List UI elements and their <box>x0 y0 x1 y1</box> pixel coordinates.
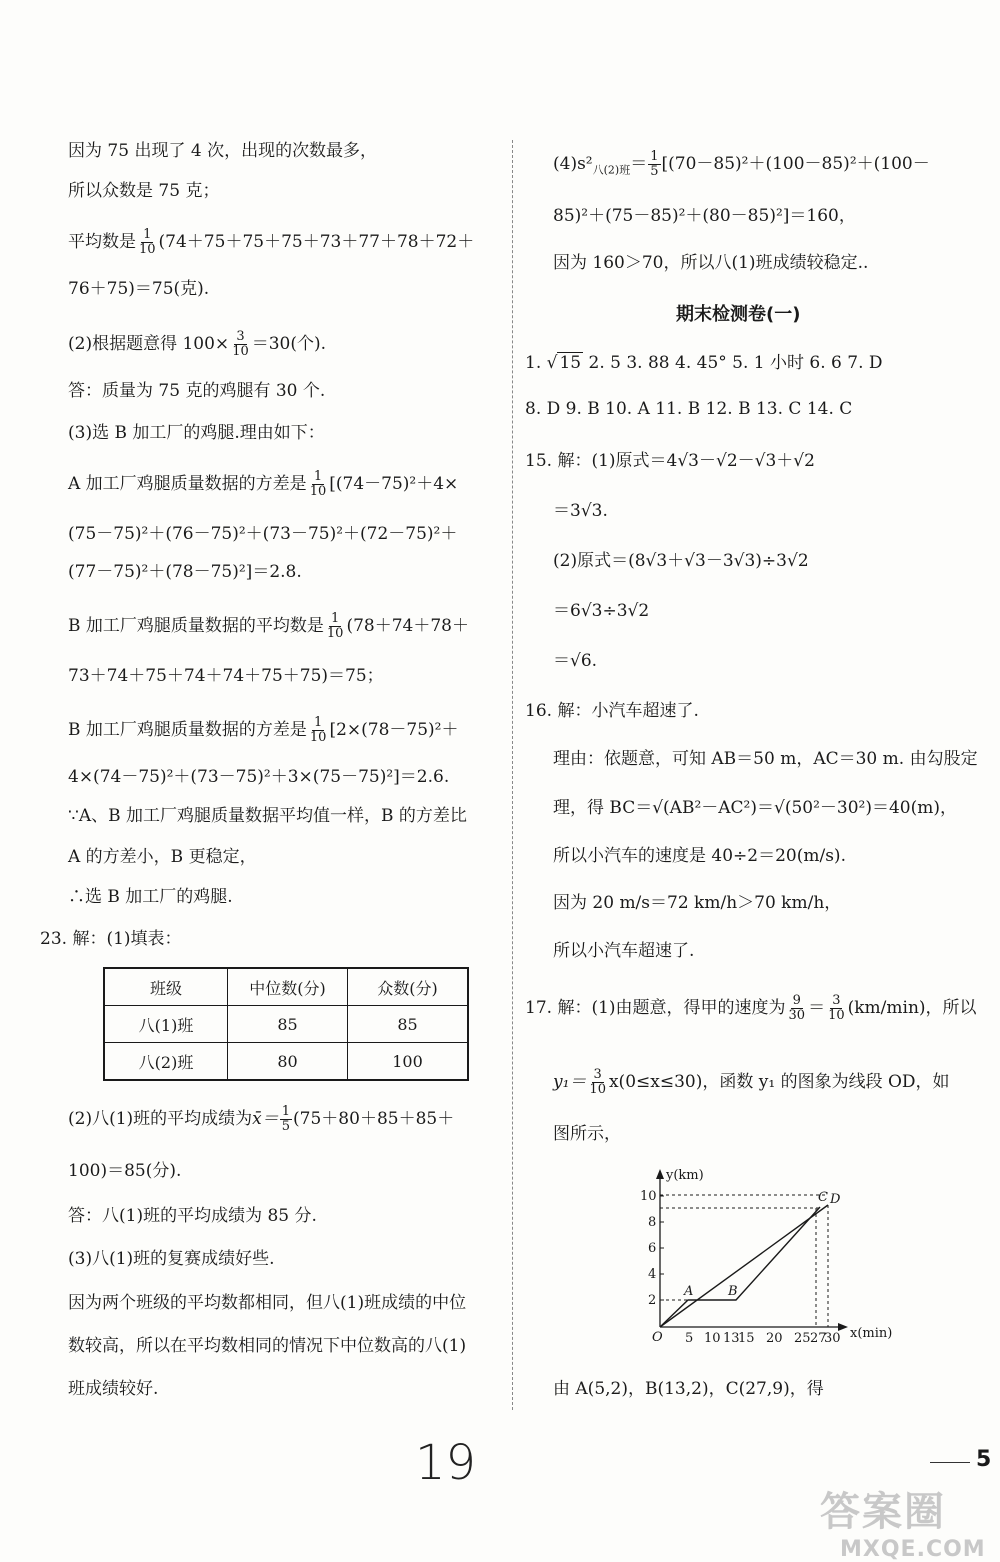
fraction-numerator: 3 <box>832 993 841 1008</box>
x-tick-label: 30 <box>824 1331 841 1345</box>
text-line <box>553 1068 950 1097</box>
text-line: 因为 75 出现了 4 次，出现的次数最多， <box>68 141 378 161</box>
x-tick-label: 27 <box>810 1331 827 1345</box>
text-line: 因为 160＞70，所以八(1)班成绩较稳定.. <box>553 253 869 273</box>
text-segment: x(0≤x≤30)，函数 y₁ 的图象为线段 OD，如 <box>608 1072 950 1092</box>
fraction-denominator: 10 <box>589 1082 606 1097</box>
table-cell: 85 <box>348 1006 469 1043</box>
x-tick-label: 13 <box>723 1331 740 1345</box>
text-line: ＝√6. <box>553 651 598 671</box>
text-line <box>68 228 474 257</box>
text-line: 图所示， <box>553 1124 621 1144</box>
text-line <box>68 470 458 499</box>
text-line: 因为两个班级的平均数都相同，但八(1)班成绩的中位 <box>68 1293 467 1313</box>
text-line: 理由：依题意，可知 AB＝50 m，AC＝30 m. 由勾股定 <box>553 749 978 769</box>
text-segment: [(74－75)²＋4× <box>329 474 459 494</box>
score-table <box>103 967 469 1081</box>
text-line: 所以小汽车超速了. <box>553 941 695 961</box>
table-row <box>104 1043 468 1081</box>
text-segment: 平均数是 <box>68 232 136 252</box>
text-line: 班成绩较好. <box>68 1379 159 1399</box>
y-axis-label: y(km) <box>666 1168 704 1183</box>
sqrt-expression: √ 15 <box>546 353 582 373</box>
origin-label: O <box>652 1330 663 1345</box>
fraction-denominator: 10 <box>309 730 327 745</box>
x-tick-label: 20 <box>766 1331 783 1345</box>
text-segment: (km/min)，所以 <box>847 998 977 1018</box>
text-line: 73＋74＋75＋74＋74＋75＋75)＝75； <box>68 666 384 686</box>
text-line: (77－75)²＋(78－75)²]＝2.8. <box>68 562 302 582</box>
fraction <box>826 994 847 1023</box>
fraction <box>325 612 346 641</box>
table-header-row <box>104 968 468 1006</box>
section-title: 期末检测卷(一) <box>676 304 801 325</box>
fraction <box>308 470 329 499</box>
table-row <box>104 1006 468 1043</box>
y-tick-label: 6 <box>648 1241 657 1256</box>
fraction-denominator: 10 <box>309 484 327 499</box>
table-cell: 八(2)班 <box>104 1043 228 1081</box>
handwritten-page-number: 19 <box>415 1435 477 1491</box>
text-line: 所以众数是 75 克； <box>68 181 220 201</box>
text-line: 15. 解：(1)原式＝4√3－√2－√3＋√2 <box>525 451 815 471</box>
text-line <box>525 352 883 374</box>
text-line: 85)²＋(75－85)²＋(80－85)²]＝160， <box>553 206 856 226</box>
text-line <box>68 716 459 745</box>
table-cell: 85 <box>228 1006 348 1043</box>
fraction-numerator: 1 <box>281 1104 291 1119</box>
point-label-d: D <box>830 1192 841 1207</box>
table-cell: 100 <box>348 1043 469 1081</box>
text-line: 8. D 9. B 10. A 11. B 12. B 13. C 14. C <box>525 399 853 419</box>
text-segment: A 加工厂鸡腿质量数据的方差是 <box>68 474 307 494</box>
fraction <box>230 330 251 359</box>
text-line: A 的方差小，B 更稳定， <box>68 847 257 867</box>
text-segment: (2)根据题意得 100× <box>68 334 230 354</box>
text-line: 76＋75)＝75(克). <box>68 279 210 299</box>
watermark-url: MXQE.COM <box>840 1537 986 1562</box>
page-number-rule <box>930 1462 970 1463</box>
text-segment: (78＋74＋78＋ <box>346 616 469 636</box>
text-segment: [2×(78－75)²＋ <box>329 720 459 740</box>
mean-symbol: x̄＝ <box>252 1109 279 1129</box>
text-segment: (4)s² <box>553 154 593 174</box>
fraction <box>587 1068 608 1097</box>
fraction <box>308 716 329 745</box>
y-tick-label: 10 <box>640 1189 657 1204</box>
fraction-numerator: 3 <box>593 1067 602 1082</box>
fraction-denominator: 5 <box>281 1119 291 1134</box>
radicand: 15 <box>559 353 582 373</box>
text-segment: ＝30(个). <box>251 334 327 354</box>
y-tick-label: 4 <box>648 1267 657 1282</box>
text-line: 答：八(1)班的平均成绩为 85 分. <box>68 1206 317 1226</box>
text-line: (3)八(1)班的复赛成绩好些. <box>68 1249 275 1269</box>
page-number: 5 <box>976 1447 992 1472</box>
fraction-denominator: 10 <box>326 626 344 641</box>
fraction-numerator: 1 <box>314 715 323 730</box>
text-line: ＝3√3. <box>553 501 608 521</box>
table-header-cell: 班级 <box>104 968 228 1006</box>
function-graph <box>630 1165 900 1345</box>
text-segment: (75＋80＋85＋85＋ <box>293 1109 455 1129</box>
fraction-numerator: 1 <box>313 469 323 484</box>
y-tick-label: 8 <box>648 1215 657 1230</box>
segment-OD <box>660 1205 828 1327</box>
table-cell: 80 <box>228 1043 348 1081</box>
text-line: 答：质量为 75 克的鸡腿有 30 个. <box>68 381 326 401</box>
text-segment: (74＋75＋75＋75＋73＋77＋78＋72＋ <box>158 232 475 252</box>
fraction-denominator: 10 <box>232 344 249 359</box>
watermark <box>820 1480 986 1562</box>
text-line: (3)选 B 加工厂的鸡腿.理由如下： <box>68 423 325 443</box>
fraction-numerator: 9 <box>792 993 801 1008</box>
y-tick-label: 2 <box>648 1293 657 1308</box>
text-line: 16. 解：小汽车超速了. <box>525 701 699 721</box>
text-line: 4×(74－75)²＋(73－75)²＋3×(75－75)²]＝2.6. <box>68 767 450 787</box>
text-segment: [(70－85)²＋(100－85)²＋(100－ <box>661 154 930 174</box>
text-line <box>525 994 977 1023</box>
watermark-logo-text: 答案圈 <box>820 1489 946 1535</box>
text-line: (75－75)²＋(76－75)²＋(73－75)²＋(72－75)²＋ <box>68 524 458 544</box>
text-segment: (2)八(1)班的平均成绩为 <box>68 1109 253 1129</box>
x-tick-label: 10 <box>704 1331 721 1345</box>
text-line <box>68 330 326 359</box>
table-cell: 八(1)班 <box>104 1006 228 1043</box>
text-line: 理，得 BC＝√(AB²－AC²)＝√(50²－30²)＝40(m)， <box>553 798 958 818</box>
fraction-denominator: 10 <box>828 1008 845 1023</box>
text-segment: B 加工厂鸡腿质量数据的平均数是 <box>68 616 324 636</box>
table-header-cell: 中位数(分) <box>228 968 348 1006</box>
text-line: 由 A(5,2)，B(13,2)，C(27,9)，得 <box>553 1379 824 1399</box>
x-axis-arrow <box>838 1323 848 1331</box>
y-axis-arrow <box>656 1169 664 1179</box>
fraction-numerator: 1 <box>650 149 659 164</box>
text-segment: ＝ <box>808 998 826 1018</box>
text-line: 23. 解：(1)填表： <box>40 929 182 949</box>
table-header-cell: 众数(分) <box>348 968 469 1006</box>
text-line <box>553 150 930 181</box>
text-line: ∴选 B 加工厂的鸡腿. <box>68 887 233 907</box>
text-segment: 17. 解：(1)由题意，得甲的速度为 <box>525 998 786 1018</box>
text-line: 100)＝85(分). <box>68 1161 182 1181</box>
x-axis-label: x(min) <box>850 1326 893 1341</box>
column-divider <box>512 140 513 1410</box>
text-segment: 2. 5 3. 88 4. 45° 5. 1 小时 6. 6 7. D <box>583 353 883 373</box>
text-line: ∵A、B 加工厂鸡腿质量数据平均值一样，B 的方差比 <box>68 806 467 826</box>
text-line <box>68 612 469 641</box>
text-segment: y₁＝ <box>553 1072 587 1092</box>
subscript: 八(2)班 <box>592 163 631 177</box>
text-segment: 1. <box>525 353 547 373</box>
text-line: 因为 20 m/s＝72 km/h＞70 km/h， <box>553 893 842 913</box>
text-line: (2)原式＝(8√3＋√3－3√3)÷3√2 <box>553 551 809 571</box>
fraction-denominator: 5 <box>650 164 659 179</box>
point-label-c: C <box>818 1190 828 1205</box>
text-line: ＝6√3÷3√2 <box>553 601 650 621</box>
fraction-denominator: 10 <box>139 242 156 257</box>
fraction <box>787 994 808 1023</box>
fraction-numerator: 1 <box>331 611 340 626</box>
text-segment: ＝ <box>630 154 648 174</box>
fraction-denominator: 30 <box>788 1008 806 1023</box>
point-label-b: B <box>728 1284 738 1299</box>
x-tick-label: 15 <box>738 1331 755 1345</box>
fraction <box>280 1105 292 1134</box>
fraction-numerator: 3 <box>236 329 245 344</box>
text-line: 所以小汽车的速度是 40÷2＝20(m/s). <box>553 846 846 866</box>
text-line: 数较高，所以在平均数相同的情况下中位数高的八(1) <box>68 1336 467 1356</box>
fraction <box>137 228 158 257</box>
fraction-numerator: 1 <box>143 227 152 242</box>
point-label-a: A <box>684 1284 694 1299</box>
fraction <box>648 150 660 179</box>
text-line <box>68 1105 454 1134</box>
x-tick-label: 25 <box>794 1331 811 1345</box>
x-tick-label: 5 <box>685 1331 694 1345</box>
text-segment: B 加工厂鸡腿质量数据的方差是 <box>68 720 307 740</box>
